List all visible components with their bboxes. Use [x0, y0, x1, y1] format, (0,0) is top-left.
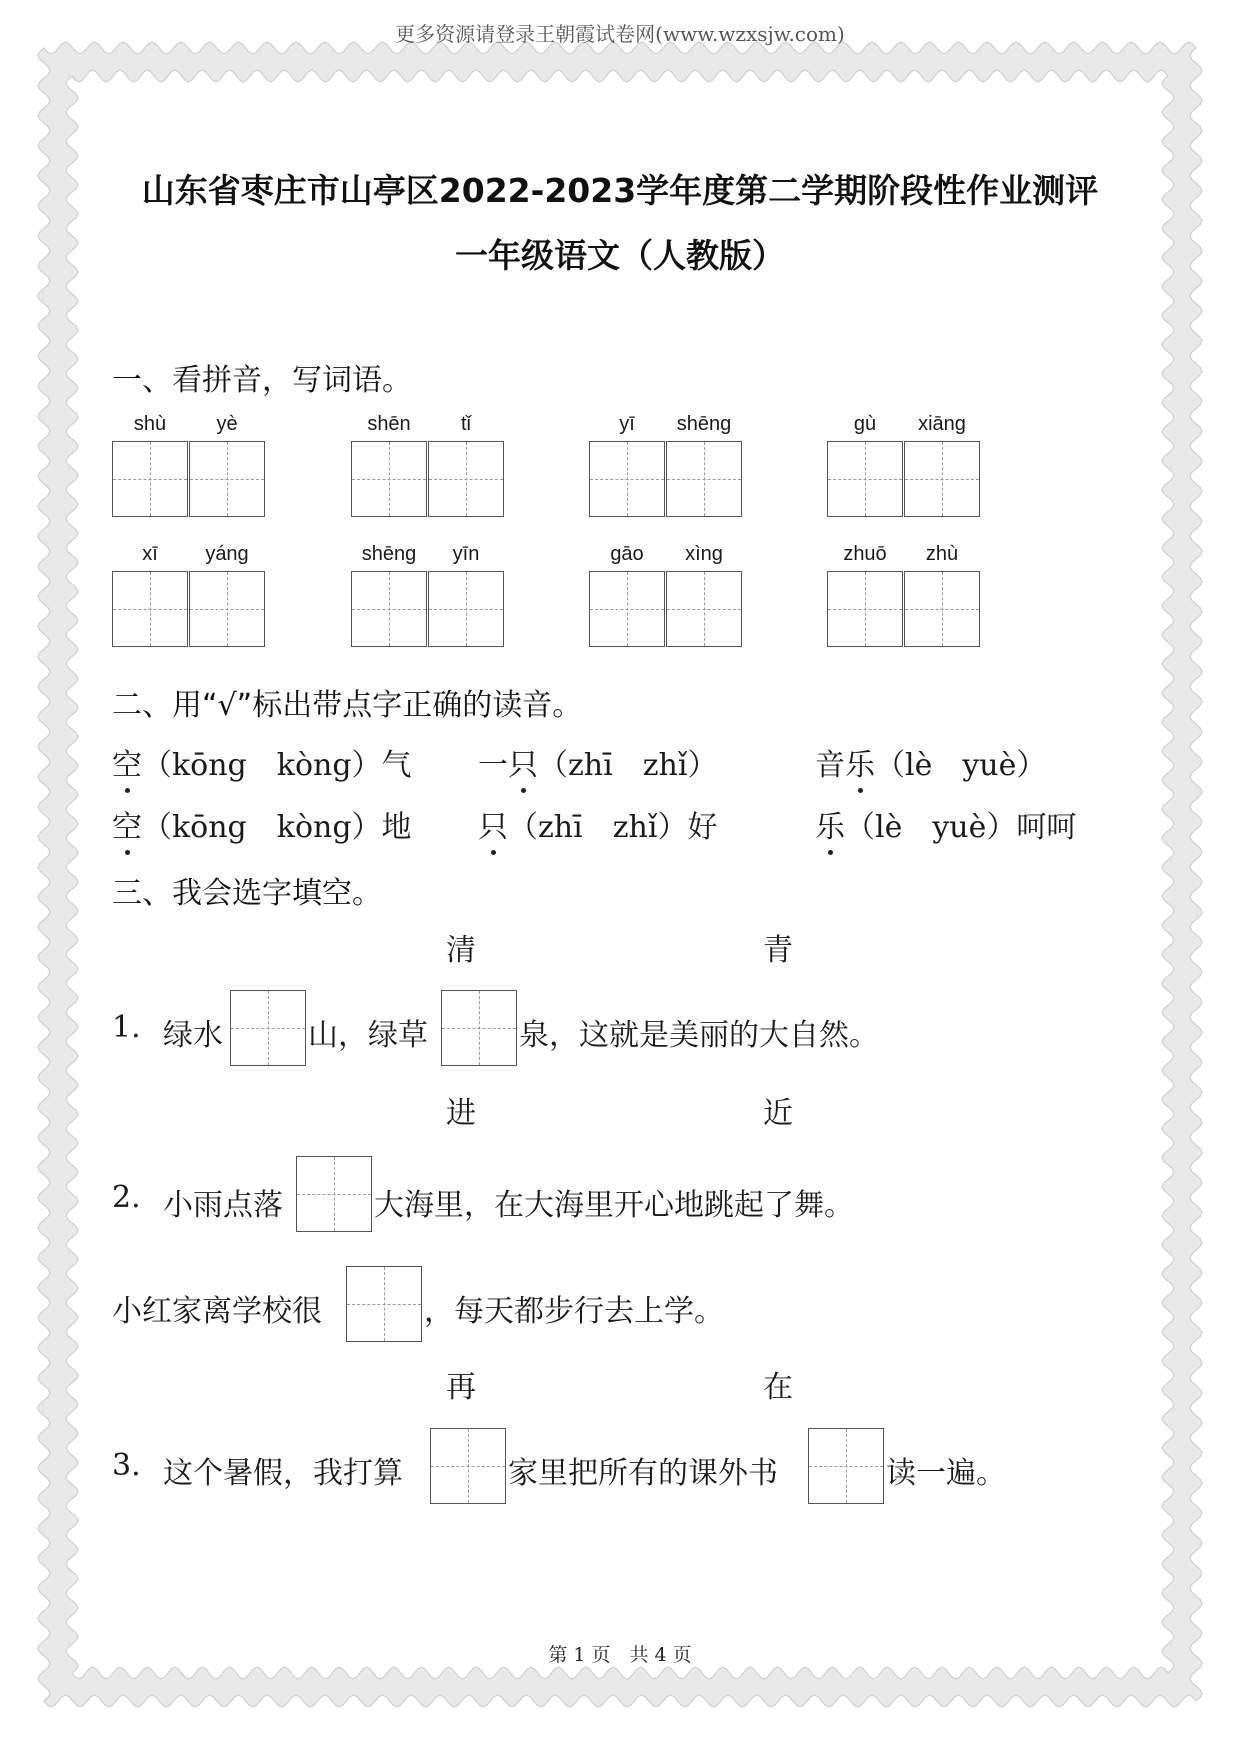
- writing-box[interactable]: [112, 441, 188, 517]
- answer-box[interactable]: [430, 1428, 506, 1504]
- writing-box[interactable]: [827, 571, 903, 647]
- question-2b-text: 小红家离学校很: [112, 1294, 322, 1329]
- writing-box[interactable]: [827, 441, 903, 517]
- answer-box[interactable]: [346, 1266, 422, 1342]
- writing-box[interactable]: [351, 571, 427, 647]
- question-1-text: 泉，这就是美丽的大自然。: [519, 1018, 879, 1053]
- question-1-text: 绿水: [163, 1018, 223, 1053]
- choice-char: 清: [446, 933, 476, 968]
- question-2-number: 2.: [112, 1180, 141, 1215]
- page-title: 山东省枣庄市山亭区2022-2023学年度第二学期阶段性作业测评: [141, 171, 1099, 210]
- writing-box[interactable]: [904, 441, 980, 517]
- pinyin-label: xìng: [685, 543, 723, 565]
- choice-char: 进: [446, 1096, 476, 1131]
- question-3-text: 这个暑假，我打算: [163, 1456, 403, 1491]
- writing-box[interactable]: [428, 571, 504, 647]
- pronunciation-item-6: 乐（lè yuè）呵呵: [815, 802, 1076, 846]
- question-2-text: 大海里，在大海里开心地跳起了舞。: [374, 1188, 854, 1223]
- pinyin-label: zhù: [925, 543, 959, 565]
- question-2b-text: ，每天都步行去上学。: [424, 1294, 724, 1329]
- choice-char: 青: [763, 933, 793, 968]
- writing-box[interactable]: [589, 441, 665, 517]
- writing-box[interactable]: [904, 571, 980, 647]
- pinyin-label: zhuō: [843, 543, 887, 565]
- page-footer: 第 1 页 共 4 页: [548, 1644, 692, 1666]
- pinyin-label: yī: [619, 413, 635, 435]
- question-2-text: 小雨点落: [163, 1188, 283, 1223]
- pronunciation-item-5: 只（zhī zhǐ）好: [478, 802, 717, 846]
- writing-box[interactable]: [589, 571, 665, 647]
- pronunciation-item-2: 一只（zhī zhǐ）: [478, 740, 717, 784]
- pinyin-label: gù: [853, 413, 877, 435]
- choice-char: 再: [446, 1370, 476, 1405]
- pinyin-label: xī: [142, 543, 158, 565]
- section2-heading: 二、用“√”标出带点字正确的读音。: [112, 688, 583, 723]
- pinyin-label: yáng: [205, 543, 249, 565]
- pronunciation-item-4: 空（kōng kòng）地: [112, 802, 412, 846]
- answer-box[interactable]: [441, 990, 517, 1066]
- question-1-number: 1.: [112, 1010, 141, 1045]
- writing-box[interactable]: [112, 571, 188, 647]
- pinyin-label: shēng: [676, 413, 732, 435]
- writing-box[interactable]: [189, 571, 265, 647]
- choice-char: 在: [763, 1370, 793, 1405]
- pinyin-label: yè: [216, 413, 238, 435]
- pronunciation-item-3: 音乐（lè yuè）: [815, 740, 1046, 784]
- pinyin-label: xiāng: [918, 413, 966, 435]
- pronunciation-item-1: 空（kōng kòng）气: [112, 740, 412, 784]
- writing-box[interactable]: [351, 441, 427, 517]
- question-3-text: 读一遍。: [886, 1456, 1006, 1491]
- writing-box[interactable]: [666, 441, 742, 517]
- pinyin-label: tǐ: [461, 413, 471, 435]
- pinyin-label: shù: [133, 413, 167, 435]
- answer-box[interactable]: [230, 990, 306, 1066]
- question-1-text: 山，绿草: [308, 1018, 428, 1053]
- writing-box[interactable]: [189, 441, 265, 517]
- answer-box[interactable]: [296, 1156, 372, 1232]
- writing-box[interactable]: [428, 441, 504, 517]
- pinyin-label: shēng: [361, 543, 417, 565]
- choice-char: 近: [763, 1096, 793, 1131]
- answer-box[interactable]: [808, 1428, 884, 1504]
- question-3-number: 3.: [112, 1448, 141, 1483]
- pinyin-label: yīn: [452, 543, 480, 565]
- header-note: 更多资源请登录王朝霞试卷网(www.wzxsjw.com): [395, 22, 845, 46]
- page-subtitle: 一年级语文（人教版）: [455, 236, 785, 275]
- section1-heading: 一、看拼音，写词语。: [112, 363, 412, 398]
- writing-box[interactable]: [666, 571, 742, 647]
- pinyin-label: gāo: [610, 543, 644, 565]
- pinyin-label: shēn: [367, 413, 411, 435]
- section3-heading: 三、我会选字填空。: [112, 876, 382, 911]
- question-3-text: 家里把所有的课外书: [508, 1456, 778, 1491]
